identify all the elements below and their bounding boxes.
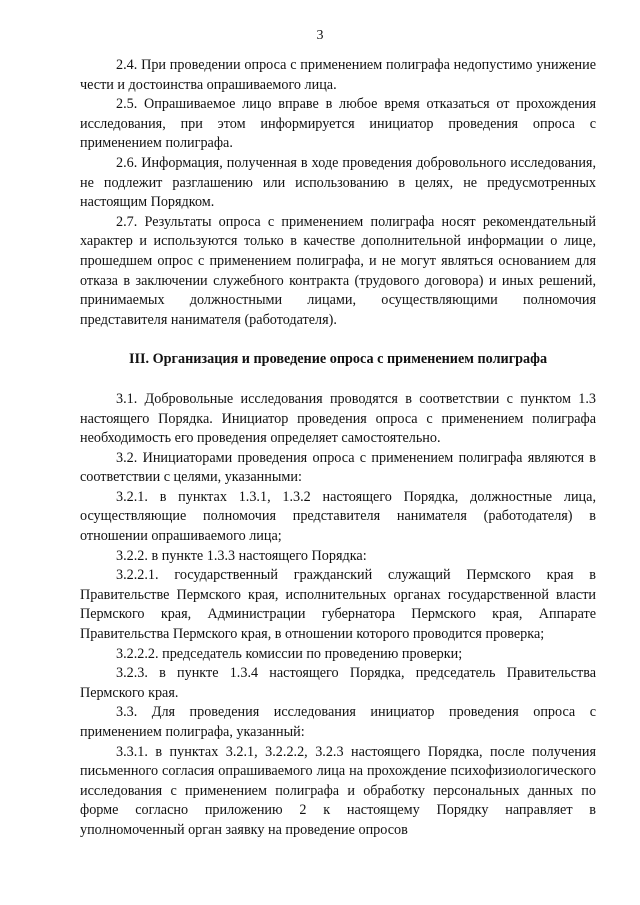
section-3-heading: III. Организация и проведение опроса с применением полиграфа <box>128 351 548 368</box>
paragraph-3-2-1: 3.2.1. в пунктах 1.3.1, 1.3.2 настоящего Порядка, должностные лица, осуществляющие полномочия представителя нанимателя (работодателя) в отношении опрашиваемого лица; <box>80 488 596 545</box>
paragraph-3-2-2-1: 3.2.2.1. государственный гражданский служащий Пермского края в Правительстве Пермского края, исполнительных органах государственной власти Пермского края, Администрации губернатора Пермского края, Аппарате Правительства Пермского края, в отношении которого проводится проверка; <box>80 567 596 643</box>
paragraph-3-2-2: 3.2.2. в пункте 1.3.3 настоящего Порядка: <box>116 547 367 564</box>
paragraph-3-2-2-2: 3.2.2.2. председатель комиссии по проведению проверки; <box>116 645 463 662</box>
paragraph-3-1: 3.1. Добровольные исследования проводятся в соответствии с пунктом 1.3 настоящего Порядка. Инициатор проведения опроса с применением полиграфа необходимость его проведения определяет самостоятельно. <box>80 390 596 447</box>
paragraph-3-2: 3.2. Инициаторами проведения опроса с применением полиграфа являются в соответствии с целями, указанными: <box>80 449 596 486</box>
paragraph-3-2-3: 3.2.3. в пункте 1.3.4 настоящего Порядка, председатель Правительства Пермского края. <box>80 665 596 701</box>
document-body <box>80 56 596 841</box>
page-number: 3 <box>316 28 324 43</box>
paragraph-2-4: 2.4. При проведении опроса с применением полиграфа недопустимо унижение чести и достоинства опрашиваемого лица. <box>80 57 596 93</box>
paragraph-3-3-1: 3.3.1. в пунктах 3.2.1, 3.2.2.2, 3.2.3 настоящего Порядка, после получения письменного согласия опрашиваемого лица на прохождение психофизиологического исследования с применением полиграфа и обработку персональных данных по форме согласно приложению 2 к настоящему Порядку направляет в уполномоченный орган заявку на проведение опросов <box>80 743 596 838</box>
paragraph-2-7: 2.7. Результаты опроса с применением полиграфа носят рекомендательный характер и используются только в качестве дополнительной информации о лице, прошедшем опрос с применением полиграфа, и не могут являться основанием для отказа в заключении служебного контракта (трудового договора) и иных решений, принимаемых должностными лицами, осуществляющими полномочия представителя нанимателя (работодателя). <box>80 213 596 328</box>
paragraph-2-6: 2.6. Информация, полученная в ходе проведения добровольного исследования, не подлежит разглашению или использованию в целях, не предусмотренных настоящим Порядком. <box>80 154 596 211</box>
paragraph-2-5: 2.5. Опрашиваемое лицо вправе в любое время отказаться от прохождения исследования, при этом информируется инициатор проведения опроса с применением полиграфа. <box>80 96 596 152</box>
paragraph-3-3: 3.3. Для проведения исследования инициатор проведения опроса с применением полиграфа, указанный: <box>80 704 596 740</box>
